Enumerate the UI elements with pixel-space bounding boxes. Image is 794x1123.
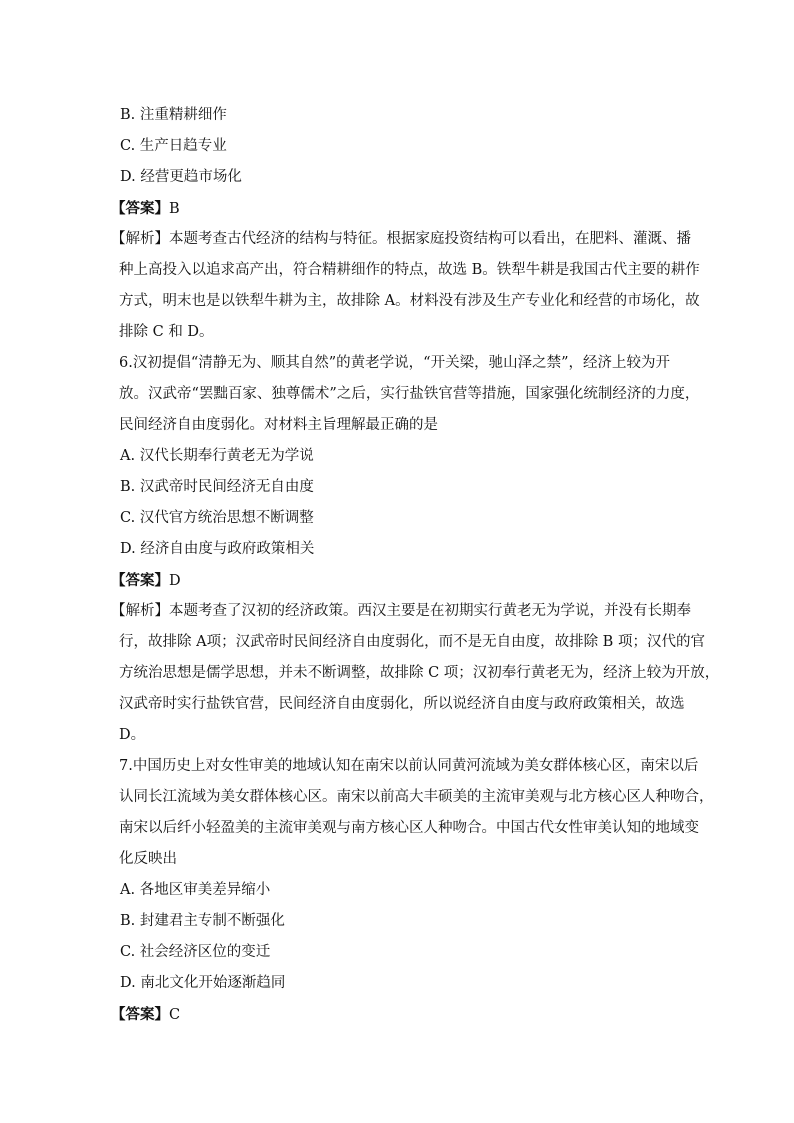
q6-stem	[119, 348, 700, 441]
answer-label: 【答案】	[111, 1006, 169, 1023]
analysis-line: 方统治思想是儒学思想，并未不断调整，故排除 C 项；汉初奉行黄老无为，经济上较为开放，	[119, 665, 720, 681]
analysis-line: 方式，明末也是以铁犁牛耕为主，故排除 A。材料没有涉及生产专业化和经营的市场化，故	[119, 293, 700, 309]
q5-option-b: B. 注重精耕细作	[120, 107, 227, 123]
q7-option-c: C. 社会经济区位的变迁	[120, 944, 271, 960]
q6-option-a: A. 汉代长期奉行黄老无为学说	[120, 448, 314, 464]
answer-label: 【答案】	[111, 200, 169, 217]
q6-option-b: B. 汉武帝时民间经济无自由度	[120, 479, 314, 495]
q7-options	[119, 875, 679, 999]
analysis-line: 【解析】本题考查了汉初的经济政策。西汉主要是在初期实行黄老无为学说，并没有长期奉	[111, 603, 691, 619]
q7-option-b: B. 封建君主专制不断强化	[120, 913, 285, 929]
answer-value: C	[169, 1007, 181, 1023]
q5-options	[119, 100, 679, 193]
stem-line: 7.中国历史上对女性审美的地域认知在南宋以前认同黄河流域为美女群体核心区，南宋以后	[119, 758, 699, 774]
q5-answer	[111, 193, 679, 224]
analysis-line: 行，故排除 A项；汉武帝时民间经济自由度弱化，而不是无自由度，故排除 B 项；汉代的官	[119, 634, 705, 650]
answer-value: B	[169, 201, 180, 217]
stem-line: 放。汉武帝“罢黜百家、独尊儒术”之后，实行盐铁官营等措施，国家强化统制经济的力度，	[119, 386, 700, 402]
q6-option-c: C. 汉代官方统治思想不断调整	[120, 510, 314, 526]
q5-analysis	[111, 224, 700, 348]
stem-line: 民间经济自由度弱化。对材料主旨理解最正确的是	[119, 417, 438, 433]
answer-label: 【答案】	[111, 572, 169, 589]
q5-option-c: C. 生产日趋专业	[120, 138, 227, 154]
q7-answer	[111, 999, 679, 1030]
stem-line: 化反映出	[119, 851, 177, 867]
stem-line: 认同长江流域为美女群体核心区。南宋以前高大丰硕美的主流审美观与北方核心区人种吻合，	[119, 789, 714, 805]
analysis-line: 排除 C 和 D。	[119, 324, 214, 340]
q7-option-a: A. 各地区审美差异缩小	[120, 882, 271, 898]
page-content	[111, 100, 720, 1030]
q6-analysis	[111, 596, 720, 751]
stem-line: 6.汉初提倡“清静无为、顺其自然”的黄老学说，“开关梁，驰山泽之禁”，经济上较为开	[119, 355, 670, 371]
q6-option-d: D. 经济自由度与政府政策相关	[120, 541, 315, 557]
analysis-line: 种上高投入以追求高产出，符合精耕细作的特点，故选 B。铁犁牛耕是我国古代主要的耕作	[119, 262, 700, 278]
q6-options	[119, 441, 679, 565]
q7-stem	[119, 751, 714, 875]
analysis-line: D。	[119, 727, 146, 743]
stem-line: 南宋以后纤小轻盈美的主流审美观与南方核心区人种吻合。中国古代女性审美认知的地域变	[119, 820, 699, 836]
analysis-line: 汉武帝时实行盐铁官营，民间经济自由度弱化，所以说经济自由度与政府政策相关，故选	[119, 696, 685, 712]
answer-value: D	[169, 573, 181, 589]
q7-option-d: D. 南北文化开始逐渐趋同	[120, 975, 286, 991]
q5-option-d: D. 经营更趋市场化	[120, 169, 242, 185]
analysis-line: 【解析】本题考查古代经济的结构与特征。根据家庭投资结构可以看出，在肥料、灌溉、播	[111, 231, 691, 247]
q6-answer	[111, 565, 679, 596]
